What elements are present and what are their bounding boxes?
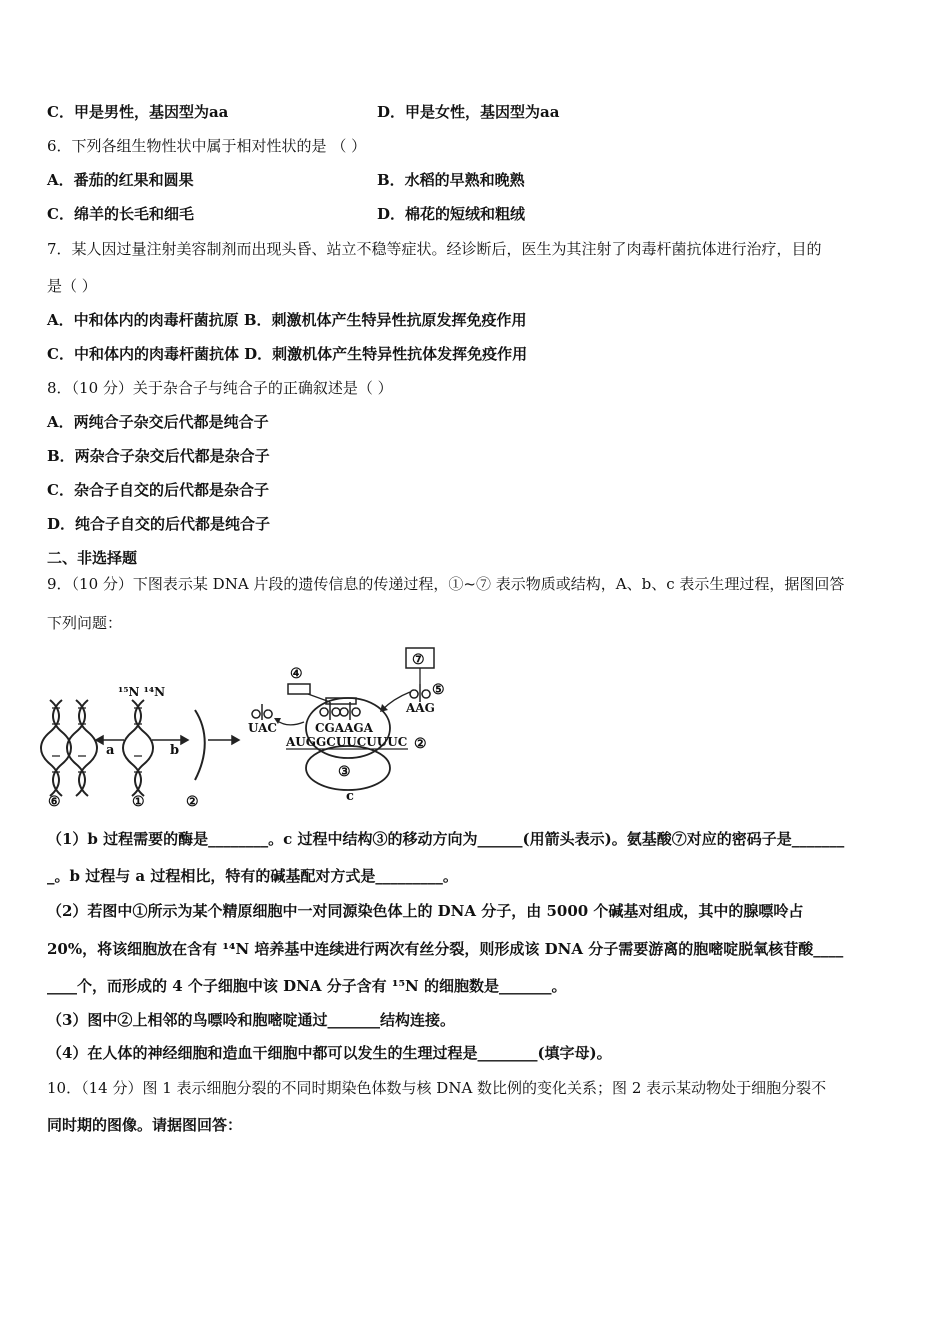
- dna-transfer-diagram: [40, 640, 460, 810]
- label-5: ⑤: [432, 682, 445, 698]
- q9-part2-line2: 20%，将该细胞放在含有 ¹⁴N 培养基中连续进行两次有丝分裂，则形成该 DNA 分子需要游离的胞嘧啶脱氧核苷酸____: [47, 940, 844, 958]
- q9-part3: （3）图中②上相邻的鸟嘌呤和胞嘧啶通过_______结构连接。: [47, 1011, 455, 1029]
- q6-option-b: B．水稻的早熟和晚熟: [377, 171, 525, 189]
- q10-stem-line1: 10．（14 分）图 1 表示细胞分裂的不同时期染色体数与核 DNA 数比例的变化关系；图 2 表示某动物处于细胞分裂不: [47, 1079, 827, 1097]
- q9-stem-line2: 下列问题：: [47, 614, 123, 632]
- mrna-sequence: AUGGCUUCUUUC: [286, 735, 408, 749]
- dna-helix-1: [123, 700, 153, 796]
- label-2-right: ②: [414, 736, 427, 752]
- label-2-left: ②: [186, 794, 199, 810]
- q6-option-d: D．棉花的短绒和粗绒: [377, 205, 526, 223]
- q9-stem-line1: 9．（10 分）下图表示某 DNA 片段的遗传信息的传递过程，①~⑦ 表示物质或结构，A、b、c 表示生理过程，据图回答: [47, 575, 845, 593]
- q6-stem: 6．下列各组生物性状中属于相对性状的是 （ ）: [47, 137, 367, 155]
- release-arrow: [276, 720, 304, 725]
- codon-aag: AAG: [406, 701, 435, 715]
- q10-stem-line2: 同时期的图像。请据图回答：: [47, 1116, 243, 1134]
- q7-options-ab: A．中和体内的肉毒杆菌抗原 B．刺激机体产生特异性抗原发挥免疫作用: [47, 311, 527, 329]
- arrow-to-translation: [208, 736, 239, 744]
- q7-stem-line1: 7．某人因过量注射美容制剂而出现头昏、站立不稳等症状。经诊断后，医生为其注射了肉毒杆菌抗体进行治疗，目的: [47, 240, 822, 258]
- q9-part1-line1: （1）b 过程需要的酶是________。c 过程中结构③的移动方向为______(用箭头表示)。氨基酸⑦对应的密码子是_______: [47, 830, 845, 848]
- q9-part2-line1: （2）若图中①所示为某个精原细胞中一对同源染色体上的 DNA 分子，由 5000 个碱基对组成，其中的腺嘌呤占: [47, 902, 804, 920]
- label-3: ③: [338, 764, 351, 780]
- q8-option-b: B．两杂合子杂交后代都是杂合子: [47, 447, 270, 465]
- mrna-strand-2: [195, 710, 205, 780]
- section-heading: 二、非选择题: [47, 549, 138, 567]
- q5-option-d: D．甲是女性，基因型为aa: [377, 103, 560, 121]
- label-b: b: [170, 743, 180, 758]
- q8-stem: 8．（10 分）关于杂合子与纯合子的正确叙述是（ ）: [47, 379, 393, 397]
- q7-options-cd: C．中和体内的肉毒杆菌抗体 D．刺激机体产生特异性抗体发挥免疫作用: [47, 345, 528, 363]
- q9-part1-line2: _。b 过程与 a 过程相比，特有的碱基配对方式是_________。: [47, 867, 458, 885]
- amino-acid-4: [288, 684, 310, 694]
- label-6: ⑥: [48, 794, 61, 810]
- anticodon-sequence: CGAAGA: [315, 721, 373, 735]
- q8-option-d: D．纯合子自交的后代都是纯合子: [47, 515, 271, 533]
- q5-option-c: C．甲是男性，基因型为aa: [47, 103, 229, 121]
- q6-option-c: C．绵羊的长毛和细毛: [47, 205, 194, 223]
- q8-option-a: A．两纯合子杂交后代都是纯合子: [47, 413, 269, 431]
- label-a: a: [106, 743, 115, 758]
- label-c: c: [346, 789, 354, 804]
- q9-part4: （4）在人体的神经细胞和造血干细胞中都可以发生的生理过程是________(填字母)。: [47, 1044, 612, 1062]
- q9-part2-line3: ____个，而形成的 4 个子细胞中该 DNA 分子含有 ¹⁵N 的细胞数是_______。: [47, 977, 567, 995]
- q8-option-c: C．杂合子自交的后代都是杂合子: [47, 481, 269, 499]
- q6-option-a: A．番茄的红果和圆果: [47, 171, 194, 189]
- q7-stem-line2: 是（ ）: [47, 277, 97, 295]
- label-7: ⑦: [412, 652, 425, 668]
- codon-uac: UAC: [248, 721, 277, 735]
- dna-helix-6: [41, 700, 97, 796]
- trna-molecules: [252, 684, 430, 720]
- label-4: ④: [290, 666, 303, 682]
- isotope-labels: ¹⁵N ¹⁴N: [118, 685, 166, 699]
- label-1: ①: [132, 794, 145, 810]
